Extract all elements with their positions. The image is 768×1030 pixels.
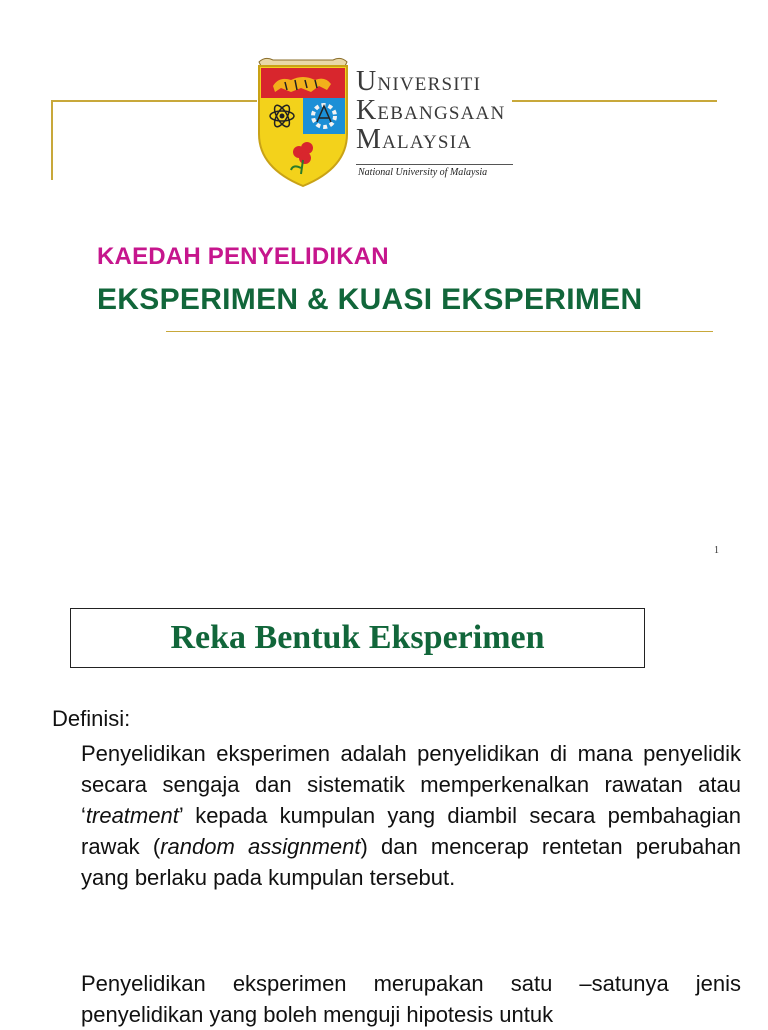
slide-title: Reka Bentuk Eksperimen bbox=[170, 619, 545, 656]
paragraph-1-part-1: Penyelidikan eksperimen adalah penyelidikan di mana penyelidik secara sengaja dan sistematik memperkenalkan rawatan atau ‘ bbox=[81, 741, 741, 828]
topic-subheading: EKSPERIMEN & KUASI EKSPERIMEN bbox=[97, 283, 643, 316]
course-heading: KAEDAH PENYELIDIKAN bbox=[97, 243, 389, 270]
gold-rule-right bbox=[512, 100, 717, 102]
paragraph-1-part-3: ) dan mencerap rentetan perubahan yang berlaku pada kumpulan tersebut. bbox=[81, 834, 742, 890]
page-number: 1 bbox=[714, 545, 719, 556]
ukm-logo bbox=[255, 56, 513, 188]
university-name bbox=[356, 68, 505, 155]
definition-paragraph-2: Penyelidikan eksperimen merupakan satu –satunya jenis penyelidikan yang boleh menguji hipotesis untuk bbox=[81, 971, 741, 1027]
gold-rule-left bbox=[51, 100, 257, 102]
term-random-assignment: random assignment bbox=[160, 834, 361, 859]
university-english-name: National University of Malaysia bbox=[358, 167, 488, 178]
university-name-line-3 bbox=[356, 126, 505, 155]
definition-paragraph-1 bbox=[81, 738, 741, 893]
paragraph-1-part-2: ’ kepada kumpulan yang diambil secara pembahagian rawak ( bbox=[81, 803, 741, 859]
university-name-line-2 bbox=[356, 97, 505, 126]
initial-k: K bbox=[356, 95, 378, 126]
definition-label: Definisi: bbox=[52, 706, 131, 731]
slide-2 bbox=[0, 576, 768, 1027]
ukm-crest-icon bbox=[255, 56, 351, 188]
line-1-rest: NIVERSITI bbox=[377, 74, 482, 95]
slide-title-box bbox=[70, 608, 645, 668]
gold-rule-left-vertical bbox=[51, 100, 53, 180]
term-treatment: treatment bbox=[85, 803, 179, 828]
university-name-line-1 bbox=[356, 68, 505, 97]
university-name-rule bbox=[356, 164, 513, 165]
initial-u: U bbox=[356, 66, 378, 97]
line-2-rest: EBANGSAAN bbox=[377, 103, 506, 124]
gold-rule-under-title bbox=[166, 331, 713, 332]
initial-m: M bbox=[356, 124, 383, 155]
line-3-rest: ALAYSIA bbox=[382, 132, 473, 153]
